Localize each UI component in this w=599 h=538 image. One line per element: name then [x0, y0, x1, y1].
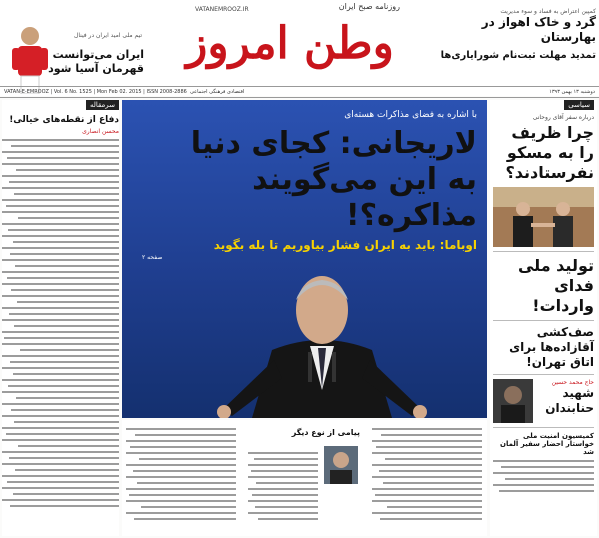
- story2-headline[interactable]: تولید ملی فدای واردات!: [517, 256, 594, 315]
- below-col-left: [122, 420, 240, 536]
- left-promo-kicker: تیم ملی امید ایران در فینال: [73, 32, 142, 39]
- left-promo-title: ایران می‌توانست قهرمان آسیا شود: [48, 48, 144, 75]
- masthead: [0, 0, 599, 96]
- below-main-stories[interactable]: [122, 420, 487, 536]
- right-promo-title: گرد و خاک اهواز در بهارستان: [481, 15, 596, 44]
- below-col-middle: [244, 420, 364, 536]
- issue-date: دوشنبه ۱۳ بهمن ۱۳۹۳: [549, 89, 595, 95]
- section-label: سرمقاله: [86, 100, 119, 110]
- editorial-body-text: [2, 139, 119, 507]
- right-promo-subtitle: تمدید مهلت ثبت‌نام شورایاری‌ها: [440, 50, 596, 61]
- right-column[interactable]: [490, 100, 597, 536]
- left-column-editorial[interactable]: [2, 100, 119, 536]
- site-url[interactable]: VATANEMROOZ.IR: [195, 6, 249, 13]
- main-headline-line-1: لاریجانی: کجای دنیا: [190, 126, 477, 161]
- below-col-right: [368, 420, 486, 536]
- story4-kicker: حاج محمد حسین: [551, 379, 594, 386]
- editorial-headline: دفاع از نقطه‌های خیالی!: [9, 115, 119, 125]
- right-promo[interactable]: [438, 8, 596, 86]
- speaker-photo: [212, 260, 432, 418]
- right-promo-kicker: کمپین اعتراض به فساد و سوء مدیریت: [500, 8, 596, 15]
- diplomats-handshake-photo: [493, 187, 594, 247]
- issue-info-bar: [0, 86, 599, 98]
- story1-kicker: درباره سفر آقای روحانی: [532, 114, 594, 121]
- right-section-label: سیاسی: [564, 100, 594, 110]
- main-headline-line-2: به این می‌گویند مذاکره؟!: [252, 162, 477, 233]
- main-story-headline: [132, 126, 477, 234]
- main-story-strap: اوباما: باید به ایران فشار بیاوریم تا بله بگوید: [213, 238, 477, 252]
- masthead-tagline: روزنامه صبح ایران: [338, 2, 400, 11]
- martyr-portrait: [493, 379, 533, 423]
- left-promo[interactable]: [2, 10, 142, 85]
- main-story-kicker: با اشاره به فضای مذاکرات هسته‌ای: [344, 110, 477, 120]
- story1-headline[interactable]: چرا ظریف را به مسکو نفرستادند؟: [505, 123, 594, 182]
- below-main-headline: پیامی از نوع دیگر: [291, 428, 360, 437]
- portrait-thumbnail: [324, 446, 358, 484]
- bottom-story-headline[interactable]: کمیسیون امنیت ملی خواستار احضار سفیر آلمان شد: [499, 432, 594, 456]
- story3-headline[interactable]: صف‌کشی آقازاده‌ها برای اتاق تهران!: [509, 325, 594, 369]
- main-story-page-ref: صفحه ۲: [142, 254, 163, 261]
- editorial-author: محسن انصاری: [82, 128, 119, 135]
- issue-info-category: اقتصادی فرهنگی اجتماعی: [190, 89, 245, 95]
- issue-info-latin: VATAN-E-EMROOZ | Vol. 6 No. 1525 | Mon Feb 02. 2015 | ISSN 2008-2886: [4, 89, 187, 95]
- newspaper-logo: وطن امروز: [186, 18, 394, 69]
- story4-headline[interactable]: شهید حنابندان: [545, 386, 594, 415]
- main-story[interactable]: [122, 100, 487, 418]
